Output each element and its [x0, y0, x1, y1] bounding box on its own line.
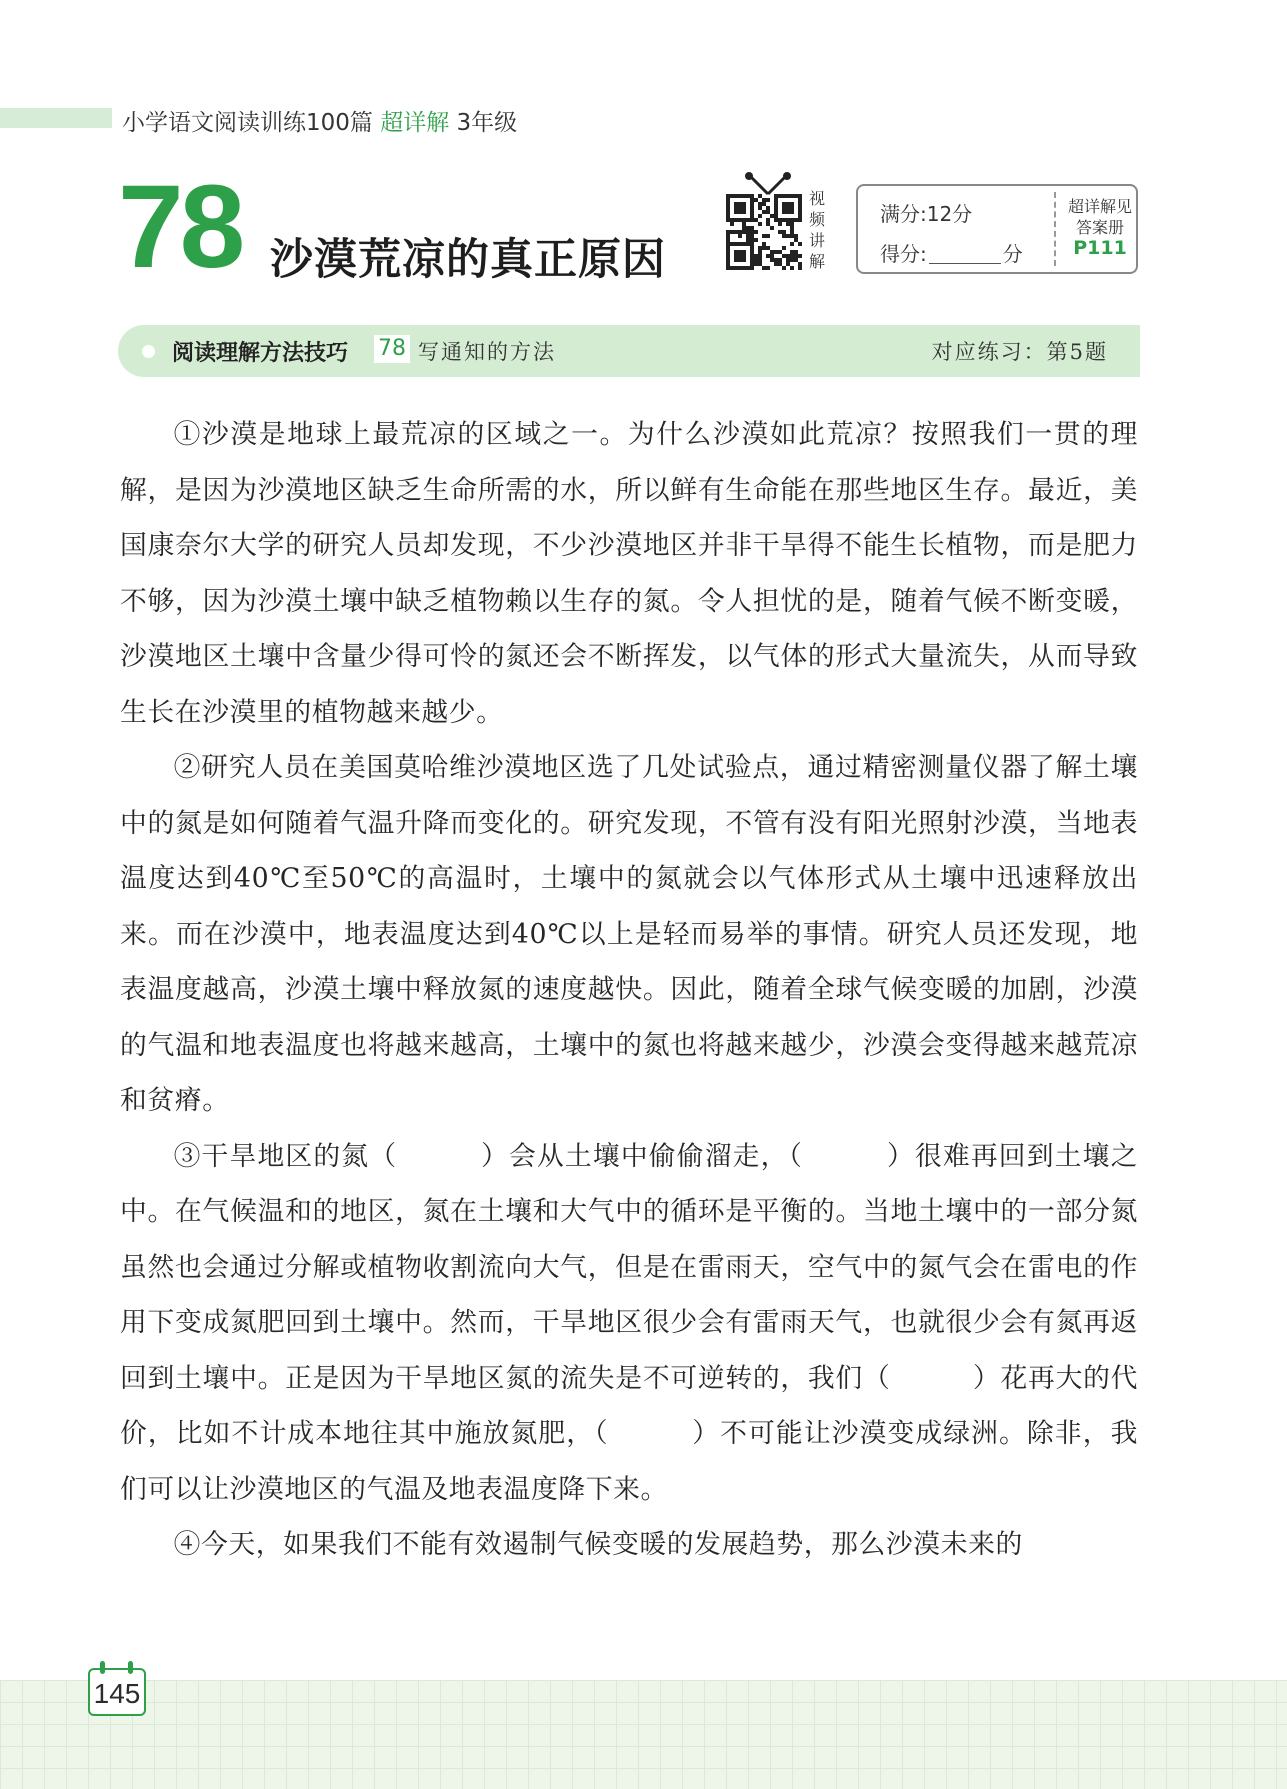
practice-reference: 对应练习：第5题 — [931, 340, 1108, 364]
qr-code[interactable] — [726, 194, 802, 270]
series-title: 小学语文阅读训练100篇 — [122, 110, 373, 136]
article-body — [120, 407, 1138, 1573]
series-accent: 超详解 — [380, 110, 450, 136]
answer-ref-line2: 答案册 — [1075, 218, 1124, 237]
score-row — [880, 238, 1023, 267]
series-header — [122, 104, 517, 137]
paragraph-4: ④今天，如果我们不能有效遏制气候变暖的发展趋势，那么沙漠未来的 — [173, 1529, 1023, 1560]
video-label-char: 频 — [808, 210, 825, 229]
method-label: 阅读理解方法技巧 — [172, 341, 349, 366]
score-box — [856, 184, 1138, 274]
method-bar — [118, 325, 1140, 377]
calendar-ring-icon — [128, 1661, 133, 1674]
lesson-title: 沙漠荒凉的真正原因 — [270, 235, 666, 285]
full-score: 满分:12分 — [880, 202, 973, 226]
answer-ref-line1: 超详解见 — [1067, 197, 1132, 216]
answer-page: P111 — [1073, 237, 1127, 259]
video-label-char: 解 — [808, 252, 825, 271]
paragraph-1: ①沙漠是地球上最荒凉的区域之一。为什么沙漠如此荒凉？按照我们一贯的理解，是因为沙漠地区缺乏生命所需的水，所以鲜有生命能在那些地区生存。最近，美国康奈尔大学的研究人员却发现，不少沙漠地区并非干旱得不能生长植物，而是肥力不够，因为沙漠土壤中缺乏植物赖以生存的氮。令人担忧的是，随着气候不断变暖，沙漠地区土壤中含量少得可怜的氮还会不断挥发，以气体的形式大量流失，从而导致生长在沙漠里的植物越来越少。 — [120, 419, 1138, 728]
grade-label: 3年级 — [456, 110, 518, 136]
paragraph-2: ②研究人员在美国莫哈维沙漠地区选了几处试验点，通过精密测量仪器了解土壤中的氮是如何随着气温升降而变化的。研究发现，不管有没有阳光照射沙漠，当地表温度达到40℃至50℃的高温时，土壤中的氮就会以气体形式从土壤中迅速释放出来。而在沙漠中，地表温度达到40℃以上是轻而易举的事情。研究人员还发现，地表温度越高，沙漠土壤中释放氮的速度越快。因此，随着全球气候变暖的加剧，沙漠的气温和地表温度也将越来越高，土壤中的氮也将越来越少，沙漠会变得越来越荒凉和贫瘠。 — [120, 752, 1138, 1116]
video-label-char: 视 — [808, 189, 825, 208]
lesson-number: 78 — [118, 161, 242, 293]
page-number-badge — [88, 1668, 146, 1716]
calendar-ring-icon — [100, 1661, 105, 1674]
bullet-dot-icon — [142, 345, 155, 358]
video-label-char: 讲 — [808, 231, 825, 250]
score-label: 得分: — [880, 242, 927, 266]
method-name: 写通知的方法 — [418, 340, 556, 364]
score-unit: 分 — [1002, 242, 1023, 266]
footer-grid — [0, 1680, 1287, 1789]
answer-reference — [1062, 196, 1138, 259]
page-number: 145 — [93, 1678, 141, 1709]
header-band — [0, 108, 112, 128]
score-blank[interactable] — [929, 245, 1001, 264]
method-number: 78 — [374, 335, 410, 363]
tv-antenna-icon — [736, 172, 800, 196]
score-divider — [1054, 192, 1056, 266]
video-label — [806, 188, 828, 272]
paragraph-3: ③干旱地区的氮（ ）会从土壤中偷偷溜走，（ ）很难再回到土壤之中。在气候温和的地区，氮在土壤和大气中的循环是平衡的。当地土壤中的一部分氮虽然也会通过分解或植物收割流向大气，但是在雷雨天，空气中的氮气会在雷电的作用下变成氮肥回到土壤中。然而，干旱地区很少会有雷雨天气，也就很少会有氮再返回到土壤中。正是因为干旱地区氮的流失是不可逆转的，我们（ ）花再大的代价，比如不计成本地往其中施放氮肥，（ ）不可能让沙漠变成绿洲。除非，我们可以让沙漠地区的气温及地表温度降下来。 — [120, 1140, 1138, 1505]
